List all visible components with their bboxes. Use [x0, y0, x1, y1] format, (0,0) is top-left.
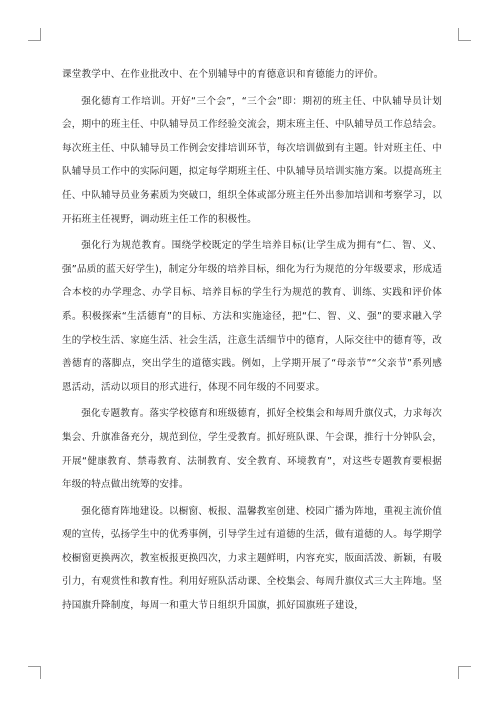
paragraph-continuation: 课堂教学中、在作业批改中、在个别辅导中的育德意识和育德能力的评价。: [62, 69, 384, 80]
crop-mark-top-left: [28, 28, 41, 41]
paragraph-training: 强化德育工作培训。开好“三个会”，“三个会”即：期初的班主任、中队辅导员计划会，期中的班主任、中队辅导员工作经验交流会，期末班主任、中队辅导员工作总结会。每次班主任、中队辅导员工作例会安排培训环节，每次培训做到有主题。针对班主任、中队辅导员工作中的实际问题，拟定每学期班主任、中队辅导员培训实施方案。以提高班主任、中队辅导员业务素质为突破口，组织全体或部分班主任外出参加培训和考察学习，以开拓班主任视野，调动班主任工作的积极性。: [62, 95, 443, 225]
crop-mark-bottom-left: [28, 666, 41, 679]
crop-mark-bottom-right: [458, 666, 471, 679]
paragraph-moral-positions: 强化德育阵地建设。以橱窗、板报、温馨教室创建、校园广播为阵地，重视主流价值观的宣传，弘扬学生中的优秀事例，引导学生过有道德的生活，做有道德的人。每学期学校橱窗更换两次，教室板报更换四次，力求主题鲜明，内容充实，版面活泼、新颖，有吸引力，有观赏性和教育性。利用好班队活动课、全校集会、每周升旗仪式三大主阵地。坚持国旗升降制度，每周一和重大节日组织升国旗，抓好国旗班子建设，: [62, 505, 443, 612]
paragraph-special-topics: 强化专题教育。落实学校德育和班级德育，抓好全校集会和每周升旗仪式，力求每次集会、升旗准备充分，规范到位，学生受教育。抓好班队课、午会课，推行十分钟队会，开展“健康教育、禁毒教育、法制教育、安全教育、环境教育”，对这些专题教育要根据年级的特点做出统筹的安排。: [62, 408, 443, 491]
paragraph-behavior-norms: 强化行为规范教育。围绕学校既定的学生培养目标(让学生成为拥有“仁、智、义、强”品质的蓝天好学生)，制定分年级的培养目标，细化为行为规范的分年级要求，形成适合本校的办学理念、办学目标、培养目标的学生行为规范的教育、训练、实践和评价体系。积极探索“生活德育”的目标、方法和实施途径，把“仁、智、义、强”的要求融入学生的学校生活、家庭生活、社会生活，注意生活细节中的德育，人际交往中的德育等，改善德育的落脚点，突出学生的道德实践。例如，上学期开展了“母亲节”“父亲节”系列感恩活动，活动以项目的形式进行，体现不同年级的不同要求。: [62, 240, 443, 393]
crop-mark-top-right: [458, 28, 471, 41]
document-page: [62, 63, 442, 621]
